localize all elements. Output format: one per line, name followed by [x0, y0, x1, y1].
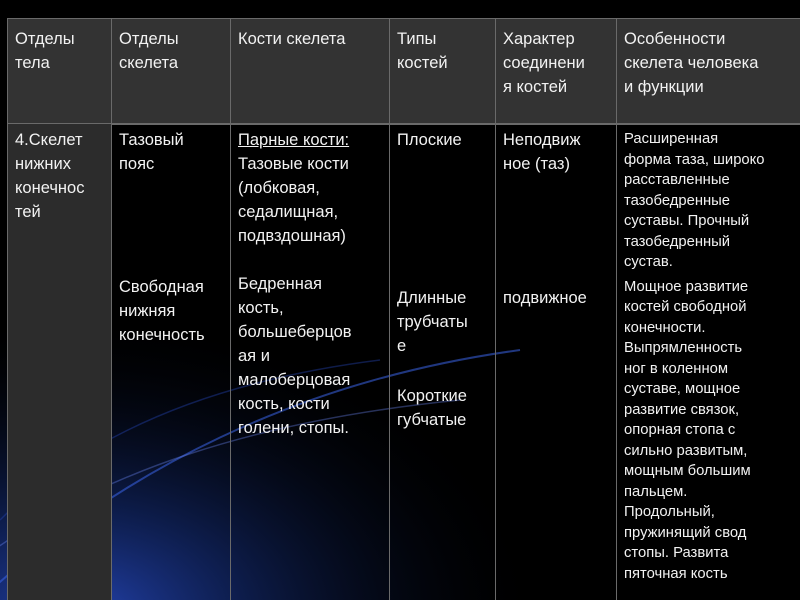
cell-features [616, 124, 800, 600]
header-cell-bones: Кости скелета [230, 19, 389, 123]
header-cell-bone-types: Типы костей [389, 19, 495, 123]
cell-connection [495, 124, 616, 600]
movable-connection-label: подвижное [503, 289, 587, 307]
limb-features-text: Мощное развитие костей свободной конечности. Выпрямленность ног в коленном суставе, мощное развитие связок, опорная стопа с сильно развитым, мощным большим пальцем. Продольный, пружинящий свод стопы. Развита пяточная кость [624, 278, 751, 582]
section-label: 4.Скелет нижних конечнос тей [15, 131, 85, 221]
limb-bones-text: Бедренная кость, большеберцов ая и малоберцовая кость, кости голени, стопы. [238, 275, 352, 437]
free-limb-label: Свободная нижняя конечность [119, 278, 205, 344]
cell-bone-types [389, 124, 495, 600]
pelvic-bones-text: Тазовые кости (лобковая, седалищная, подвздошная) [238, 155, 349, 245]
header-cell-body-section: Отделы тела [7, 19, 111, 123]
table-header-row [7, 18, 800, 125]
short-bones-label: Короткие губчатые [397, 387, 467, 429]
header-cell-connection: Характер соединени я костей [495, 19, 616, 123]
header-cell-features: Особенности скелета человека и функции [616, 19, 800, 123]
fixed-connection-label: Неподвиж ное (таз) [503, 131, 581, 173]
pelvic-girdle-label: Тазовый пояс [119, 131, 184, 173]
table-row [7, 124, 800, 600]
header-cell-skeleton-section: Отделы скелета [111, 19, 230, 123]
paired-bones-heading: Парные кости: [238, 131, 350, 149]
cell-section [7, 124, 111, 600]
cell-bones [230, 124, 389, 600]
cell-skeleton-parts [111, 124, 230, 600]
pelvis-features-text: Расширенная форма таза, широко расставленные тазобедренные суставы. Прочный тазобедренный сустав. [624, 131, 765, 270]
long-bones-label: Длинные трубчаты е [397, 289, 468, 355]
flat-bones-label: Плоские [397, 131, 462, 149]
